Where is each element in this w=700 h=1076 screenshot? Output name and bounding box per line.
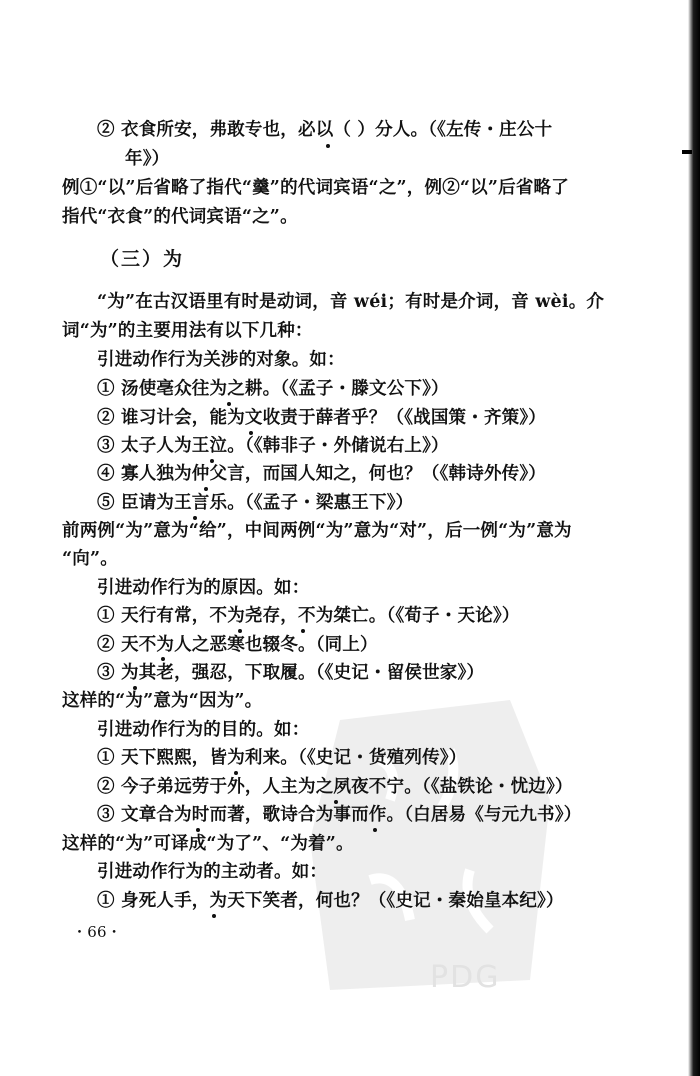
emphasis-dot: [161, 657, 165, 661]
text-line-9: ① 汤使亳众往为之耕。（《孟子・滕文公下》）: [97, 379, 449, 399]
emphasis-dot: [301, 629, 305, 633]
text-line-8: 引进动作行为关涉的对象。如：: [97, 350, 345, 370]
emphasis-dot: [249, 431, 253, 435]
emphasis-dot: [227, 402, 231, 406]
text-line-18: ② 天不为人之恶寒也辍冬。（同上）: [97, 635, 378, 655]
emphasis-dot: [193, 516, 197, 520]
page-number: ・66・: [72, 923, 122, 941]
text-line-6: “为”在古汉语里有时是动词，音 wéi；有时是介词，音 wèi。介: [97, 292, 605, 312]
text-line-1: ② 衣食所安，弗敢专也，必以（ ）分人。（《左传・庄公十: [97, 120, 553, 140]
text-line-24: ③ 文章合为时而著，歌诗合为事而作。（白居易《与元九书》）: [97, 805, 582, 825]
emphasis-dot: [212, 914, 216, 918]
text-line-13: ⑤ 臣请为王言乐。（《孟子・梁惠王下》）: [97, 493, 414, 513]
watermark-pdg: PDG: [430, 960, 501, 995]
text-line-14: 前两例“为”意为“给”，中间两例“为”意为“对”，后一例“为”意为: [62, 521, 572, 541]
section-heading: （三）为: [100, 248, 185, 270]
emphasis-dot: [238, 629, 242, 633]
text-line-26: 引进动作行为的主动者。如：: [97, 862, 328, 882]
emphasis-dot: [334, 800, 338, 804]
edge-mark: [682, 150, 692, 154]
text-line-17: ① 天行有常，不为尧存，不为桀亡。（《荀子・天论》）: [97, 606, 520, 626]
emphasis-dot: [234, 771, 238, 775]
emphasis-dot: [196, 828, 200, 832]
emphasis-dot: [373, 828, 377, 832]
text-line-22: ① 天下熙熙，皆为利来。（《史记・货殖列传》）: [97, 748, 467, 768]
emphasis-dot: [133, 686, 137, 690]
text-line-23: ② 今子弟远劳于外，人主为之夙夜不宁。（《盐铁论・忧边》）: [97, 777, 573, 797]
emphasis-dot: [204, 487, 208, 491]
text-line-10: ② 谁习计会，能为文收责于薛者乎？（《战国策・齐策》）: [97, 408, 546, 428]
text-line-19: ③ 为其老，强忍，下取履。（《史记・留侯世家》）: [97, 663, 485, 683]
text-line-7: 词“为”的主要用法有以下几种：: [62, 321, 313, 341]
text-line-4: 指代“衣食”的代词宾语“之”。: [62, 207, 298, 227]
text-line-11: ③ 太子人为王泣。（《韩非子・外储说右上》）: [97, 436, 449, 456]
text-line-21: 引进动作行为的目的。如：: [97, 720, 310, 740]
text-line-27: ① 身死人手，为天下笑者，何也？（《史记・秦始皇本纪》）: [97, 891, 564, 911]
text-line-2: 年》）: [125, 149, 170, 169]
text-line-15: “向”。: [62, 549, 118, 569]
emphasis-dot: [210, 459, 214, 463]
text-line-3: 例①“以”后省略了指代“羹”的代词宾语“之”，例②“以”后省略了: [62, 178, 569, 198]
text-line-12: ④ 寡人独为仲父言，而国人知之，何也？（《韩诗外传》）: [97, 464, 546, 484]
text-line-20: 这样的“为”意为“因为”。: [62, 691, 263, 711]
text-line-25: 这样的“为”可译成“为了”、“为着”。: [62, 834, 354, 854]
emphasis-dot: [326, 144, 330, 148]
text-line-16: 引进动作行为的原因。如：: [97, 578, 310, 598]
page-binding-edge: [688, 0, 700, 1076]
